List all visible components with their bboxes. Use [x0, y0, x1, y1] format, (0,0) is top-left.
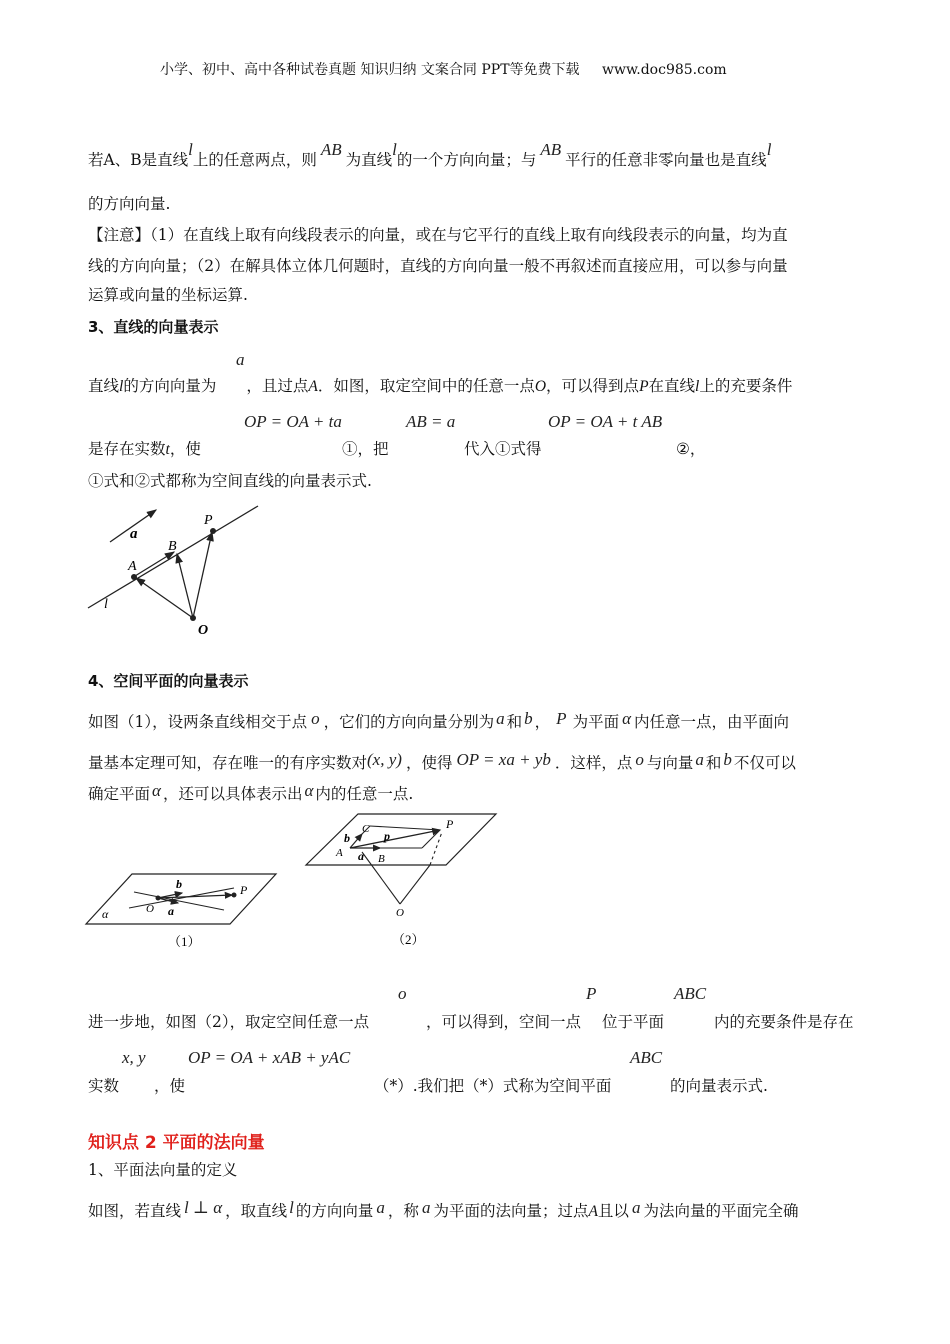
- line-OP: [400, 865, 430, 904]
- point-O: [190, 615, 196, 621]
- svg-text:C: C: [362, 823, 370, 835]
- section-3-line-3: ①式和②式都称为空间直线的向量表示式.: [88, 472, 372, 490]
- svg-text:B: B: [378, 853, 385, 865]
- section-4-line-1: 如图（1），设两条直线相交于点 o ，它们的方向向量分别为 a 和 b ， P 为平面 α 内任意一点，由平面向: [88, 709, 790, 731]
- section-3-title: 3、直线的向量表示: [88, 318, 219, 336]
- svg-text:b: b: [344, 831, 350, 845]
- section-3-line-2-c: 代入①式得: [464, 440, 542, 458]
- vector-OP: [193, 532, 212, 618]
- label-l: l: [104, 597, 108, 612]
- header-text: 小学、初中、高中各种试卷真题 知识归纳 文案合同 PPT等免费下载: [160, 62, 580, 78]
- kp2-line-1: 如图，若直线 l ⊥ α ，取直线 l 的方向向量 a ，称 a 为平面的法向量；过点A且以 a 为法向量的平面完全确: [88, 1198, 799, 1220]
- point-O: [156, 896, 161, 901]
- further-line-2b: ，使: [154, 1077, 186, 1095]
- a-symbol: a: [236, 350, 245, 369]
- further-line-2c: （*）.我们把（*）式称为空间平面: [374, 1077, 612, 1095]
- further-line-1a: 进一步地，如图（2），取定空间任意一点: [88, 1013, 370, 1031]
- further-xy: x, y: [122, 1048, 146, 1067]
- equation-1: OP = OA + ta: [244, 412, 342, 431]
- header-url[interactable]: www.doc985.com: [601, 62, 727, 78]
- further-equation: OP = OA + xAB + yAC: [188, 1048, 351, 1067]
- note-line-2: 线的方向向量；（2）在解具体立体几何题时，直线的方向向量一般不再叙述而直接应用，可以参与向量: [88, 257, 788, 275]
- point-P: [210, 528, 216, 534]
- label-B: B: [168, 539, 177, 554]
- line-OP-hidden: [430, 832, 442, 865]
- further-line-2a: 实数: [88, 1077, 120, 1095]
- label-a: a: [130, 526, 138, 542]
- section-3-line-2-a: 是存在实数t，使: [88, 440, 201, 458]
- section-4-title: 4、空间平面的向量表示: [88, 672, 249, 690]
- svg-text:O: O: [396, 907, 404, 919]
- svg-text:O: O: [146, 903, 154, 915]
- line-vector-figure: [80, 500, 280, 640]
- further-P: P: [586, 984, 597, 1003]
- vector-AB: [135, 552, 174, 576]
- knowledge-point-2-title: 知识点 2 平面的法向量: [88, 1133, 265, 1153]
- intro-line-1: 若A、B是直线l上的任意两点，则AB为直线l的一个方向向量；与AB平行的任意非零向量也是直线l: [88, 140, 772, 169]
- equation-2: AB = a: [406, 412, 456, 431]
- further-ABC-2: ABC: [630, 1048, 663, 1067]
- plane-figure-2: [300, 812, 500, 952]
- svg-text:P: P: [240, 883, 248, 897]
- section-3-line-2-d: ②，: [676, 440, 706, 458]
- section-3-line-1: 直线l的方向向量为 ，且过点A．如图，取定空间中的任意一点O，可以得到点P在直线l上的充要条件: [88, 377, 793, 395]
- svg-text:α: α: [102, 907, 109, 921]
- plane-figure-1: [84, 860, 284, 960]
- svg-text:p: p: [384, 829, 390, 843]
- further-line-1b: ，可以得到，空间一点: [426, 1013, 582, 1031]
- point-P: [232, 893, 237, 898]
- svg-text:A: A: [336, 847, 343, 859]
- svg-text:P: P: [446, 817, 454, 831]
- page-header: [160, 59, 727, 79]
- plane-ABC: [306, 814, 496, 865]
- svg-text:b: b: [176, 877, 182, 891]
- line-b: [129, 888, 234, 908]
- further-ABC: ABC: [674, 984, 707, 1003]
- section-4-line-3: 确定平面 α ，还可以具体表示出 α 内的任意一点.: [88, 781, 414, 803]
- svg-text:a: a: [168, 904, 174, 918]
- equation-3: OP = OA + t AB: [548, 412, 663, 431]
- label-A: A: [128, 559, 137, 574]
- further-line-1c: 位于平面: [602, 1013, 665, 1031]
- parallelogram-top: [370, 826, 440, 830]
- section-3-line-2-b: ①，把: [342, 440, 389, 458]
- note-line-1: 【注意】（1）在直线上取有向线段表示的向量，或在与它平行的直线上取有向线段表示的向量，均为直: [88, 226, 788, 244]
- caption-1: （1）: [168, 934, 201, 949]
- label-P: P: [204, 513, 213, 528]
- kp2-subtitle: 1、平面法向量的定义: [88, 1161, 238, 1179]
- further-line-1d: 内的充要条件是存在: [714, 1013, 854, 1031]
- line-l: [88, 506, 258, 608]
- caption-2: （2）: [392, 932, 425, 947]
- further-o: o: [398, 984, 407, 1003]
- further-line-2d: 的向量表示式.: [670, 1077, 768, 1095]
- intro-line-2: 的方向向量.: [88, 195, 171, 213]
- note-line-3: 运算或向量的坐标运算.: [88, 286, 248, 304]
- section-4-line-2: 量基本定理可知，存在唯一的有序实数对(x, y) ，使得 OP = xa + yb ．这样，点 o 与向量 a 和 b 不仅可以: [88, 750, 796, 772]
- point-A: [131, 574, 137, 580]
- svg-text:a: a: [358, 849, 364, 863]
- label-O: O: [198, 623, 209, 638]
